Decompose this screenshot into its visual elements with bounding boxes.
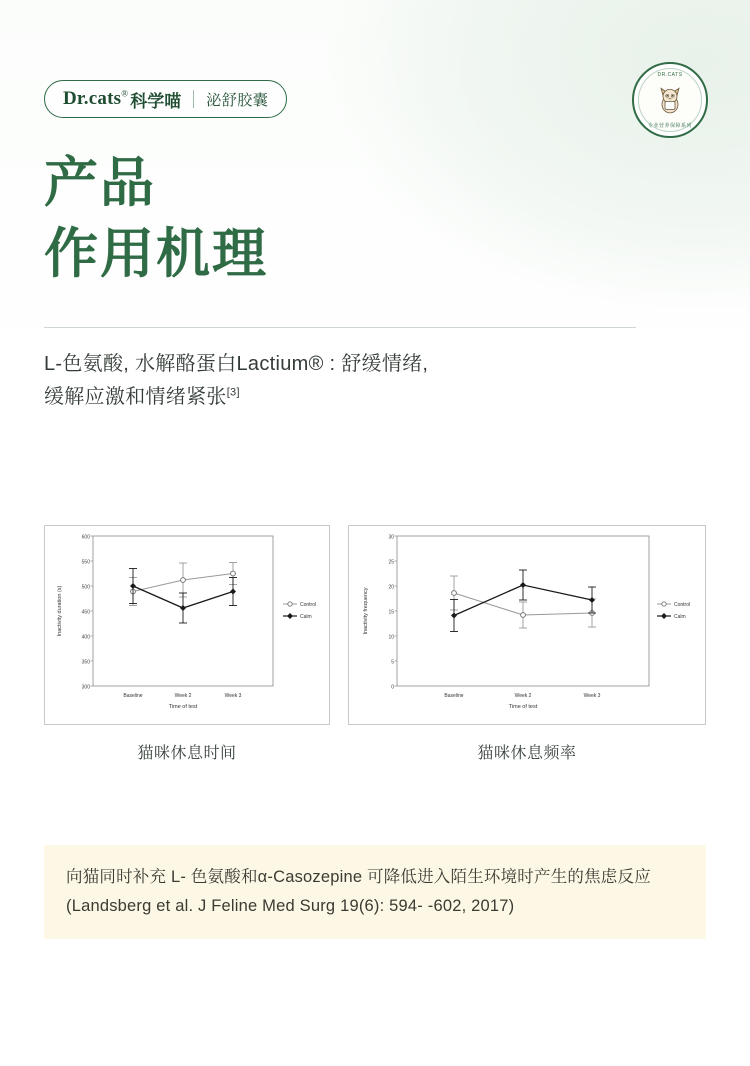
page-title-line-1: 产品 [44, 153, 156, 213]
caption-right: 猫咪休息频率 [477, 745, 577, 762]
svg-text:350: 350 [81, 659, 90, 666]
svg-text:5: 5 [391, 659, 394, 666]
svg-text:Week 3: Week 3 [224, 693, 242, 699]
page-title-line-2: 作用机理 [44, 224, 268, 285]
quality-seal-badge [632, 62, 708, 138]
brand-divider [193, 90, 194, 108]
svg-text:10: 10 [388, 634, 394, 641]
svg-text:Week 2: Week 2 [174, 693, 192, 699]
svg-text:Inactivity duration (s): Inactivity duration (s) [57, 585, 63, 637]
charts-row [44, 525, 706, 725]
svg-text:Calm: Calm [674, 614, 686, 620]
svg-text:Calm: Calm [300, 614, 312, 620]
title-divider [44, 327, 636, 328]
svg-text:15: 15 [388, 609, 394, 616]
svg-text:Control: Control [300, 602, 317, 608]
page-title [44, 148, 268, 291]
svg-text:550: 550 [81, 559, 90, 566]
svg-text:400: 400 [81, 634, 90, 641]
brand-registered-mark: ® [121, 88, 129, 99]
svg-text:Control: Control [674, 602, 691, 608]
chart-inactivity-duration [44, 525, 330, 725]
brand-name: Dr.cats® [63, 88, 129, 109]
svg-text:Week 3: Week 3 [583, 693, 601, 699]
lead-reference: [3] [226, 386, 240, 399]
seal-top-text: DR.CATS [657, 72, 683, 78]
chart-inactivity-frequency [348, 525, 706, 725]
svg-text:450: 450 [81, 609, 90, 616]
chart-inactivity-duration-svg [45, 526, 329, 724]
lead-paragraph [44, 348, 644, 414]
svg-text:Baseline: Baseline [123, 693, 143, 699]
svg-text:Inactivity frequency: Inactivity frequency [363, 587, 369, 635]
svg-text:0: 0 [391, 684, 394, 691]
brand-name-cn: 科学喵 [130, 91, 182, 111]
svg-text:Week 2: Week 2 [514, 693, 532, 699]
product-name: 泌舒胶囊 [206, 91, 269, 109]
caption-left: 猫咪休息时间 [137, 745, 237, 762]
brand-badge [44, 80, 287, 118]
svg-text:Time of test: Time of test [508, 704, 538, 710]
reference-note: 向猫同时补充 L- 色氨酸和α-Casozepine 可降低进入陌生环境时产生的焦虑反应 (Landsberg et al. J Feline Med Surg 19(6): 594- -602, 2017) [44, 845, 706, 939]
lead-line-1: L-色氨酸, 水解酪蛋白Lactium® : 舒缓情绪, [44, 353, 429, 375]
svg-text:Time of test: Time of test [168, 704, 198, 710]
cat-badge-icon [653, 83, 687, 115]
svg-text:600: 600 [81, 534, 90, 541]
svg-text:Baseline: Baseline [444, 693, 464, 699]
svg-text:25: 25 [388, 559, 394, 566]
svg-text:500: 500 [81, 584, 90, 591]
svg-text:20: 20 [388, 584, 394, 591]
chart-captions [44, 740, 706, 763]
chart-inactivity-frequency-svg [349, 526, 705, 724]
seal-bottom-text: 专业营养保障系列 [647, 123, 692, 129]
svg-text:30: 30 [388, 534, 394, 541]
svg-text:300: 300 [81, 684, 90, 691]
lead-line-2: 缓解应激和情绪紧张[3] [44, 386, 240, 408]
